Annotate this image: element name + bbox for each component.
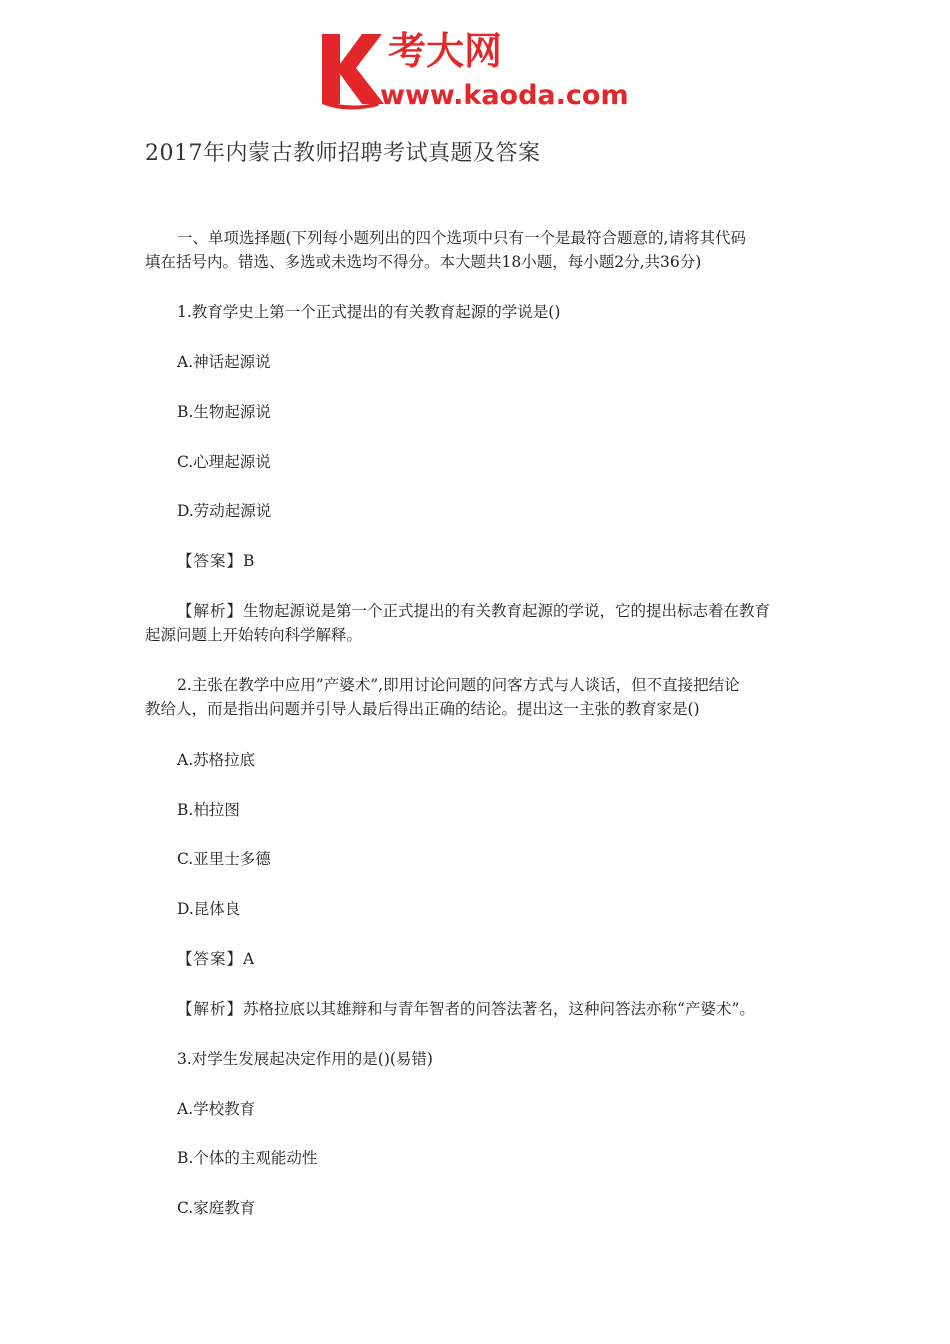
- q3-option-c: C.家庭教育: [177, 1199, 256, 1217]
- logo-url-text: www.kaoda.com: [380, 80, 629, 110]
- answer-tag: 【答案】: [177, 950, 244, 968]
- q2-option-b: B.柏拉图: [177, 801, 240, 819]
- q1-answer-value: B: [243, 552, 255, 570]
- q2-analysis-line1: [145, 998, 810, 1021]
- logo-cn-text: 考大网: [388, 29, 503, 73]
- q2-option-d: D.昆体良: [177, 900, 241, 918]
- analysis-tag: 【解析】: [177, 1000, 244, 1018]
- q3-option-b: B.个体的主观能动性: [177, 1149, 318, 1167]
- q2-option-a: A.苏格拉底: [177, 751, 256, 769]
- q2-analysis-text: 苏格拉底以其雄辩和与青年智者的问答法著名，这种问答法亦称“产婆术”。: [243, 1000, 755, 1018]
- q1-option-d: D.劳动起源说: [177, 502, 272, 520]
- q2-answer: [145, 948, 810, 971]
- kaoda-logo-graphic: [318, 28, 638, 110]
- q1-option-a: A.神话起源说: [177, 353, 271, 371]
- analysis-tag: 【解析】: [177, 602, 244, 620]
- section-intro-line1: 一、单项选择题(下列每小题列出的四个选项中只有一个是最符合题意的,请将其代码: [177, 229, 746, 247]
- kaoda-logo: [318, 28, 638, 110]
- q1-analysis-line1: [145, 600, 810, 623]
- q1-analysis-text: 生物起源说是第一个正式提出的有关教育起源的学说，它的提出标志着在教育: [243, 602, 771, 620]
- q1-analysis-line2: 起源问题上开始转向科学解释。: [145, 626, 363, 644]
- page-title: 2017年内蒙古教师招聘考试真题及答案: [145, 141, 541, 166]
- q2-question-line1: 2.主张在教学中应用”产婆术”,即用讨论问题的问客方式与人谈话，但不直接把结论: [177, 676, 740, 694]
- q1-question: 1.教育学史上第一个正式提出的有关教育起源的学说是(): [177, 303, 561, 321]
- section-intro-line2: 填在括号内。错选、多选或未选均不得分。本大题共18小题，每小题2分,共36分): [145, 253, 702, 271]
- q1-answer: [145, 550, 810, 573]
- q3-option-a: A.学校教育: [177, 1100, 256, 1118]
- q1-option-c: C.心理起源说: [177, 453, 271, 471]
- q2-answer-value: A: [243, 950, 255, 968]
- q2-option-c: C.亚里士多德: [177, 850, 271, 868]
- q1-option-b: B.生物起源说: [177, 403, 271, 421]
- q3-question: 3.对学生发展起决定作用的是()(易错): [177, 1050, 433, 1068]
- answer-tag: 【答案】: [177, 552, 244, 570]
- q2-question-line2: 教给人，而是指出问题并引导人最后得出正确的结论。提出这一主张的教育家是(): [145, 700, 700, 718]
